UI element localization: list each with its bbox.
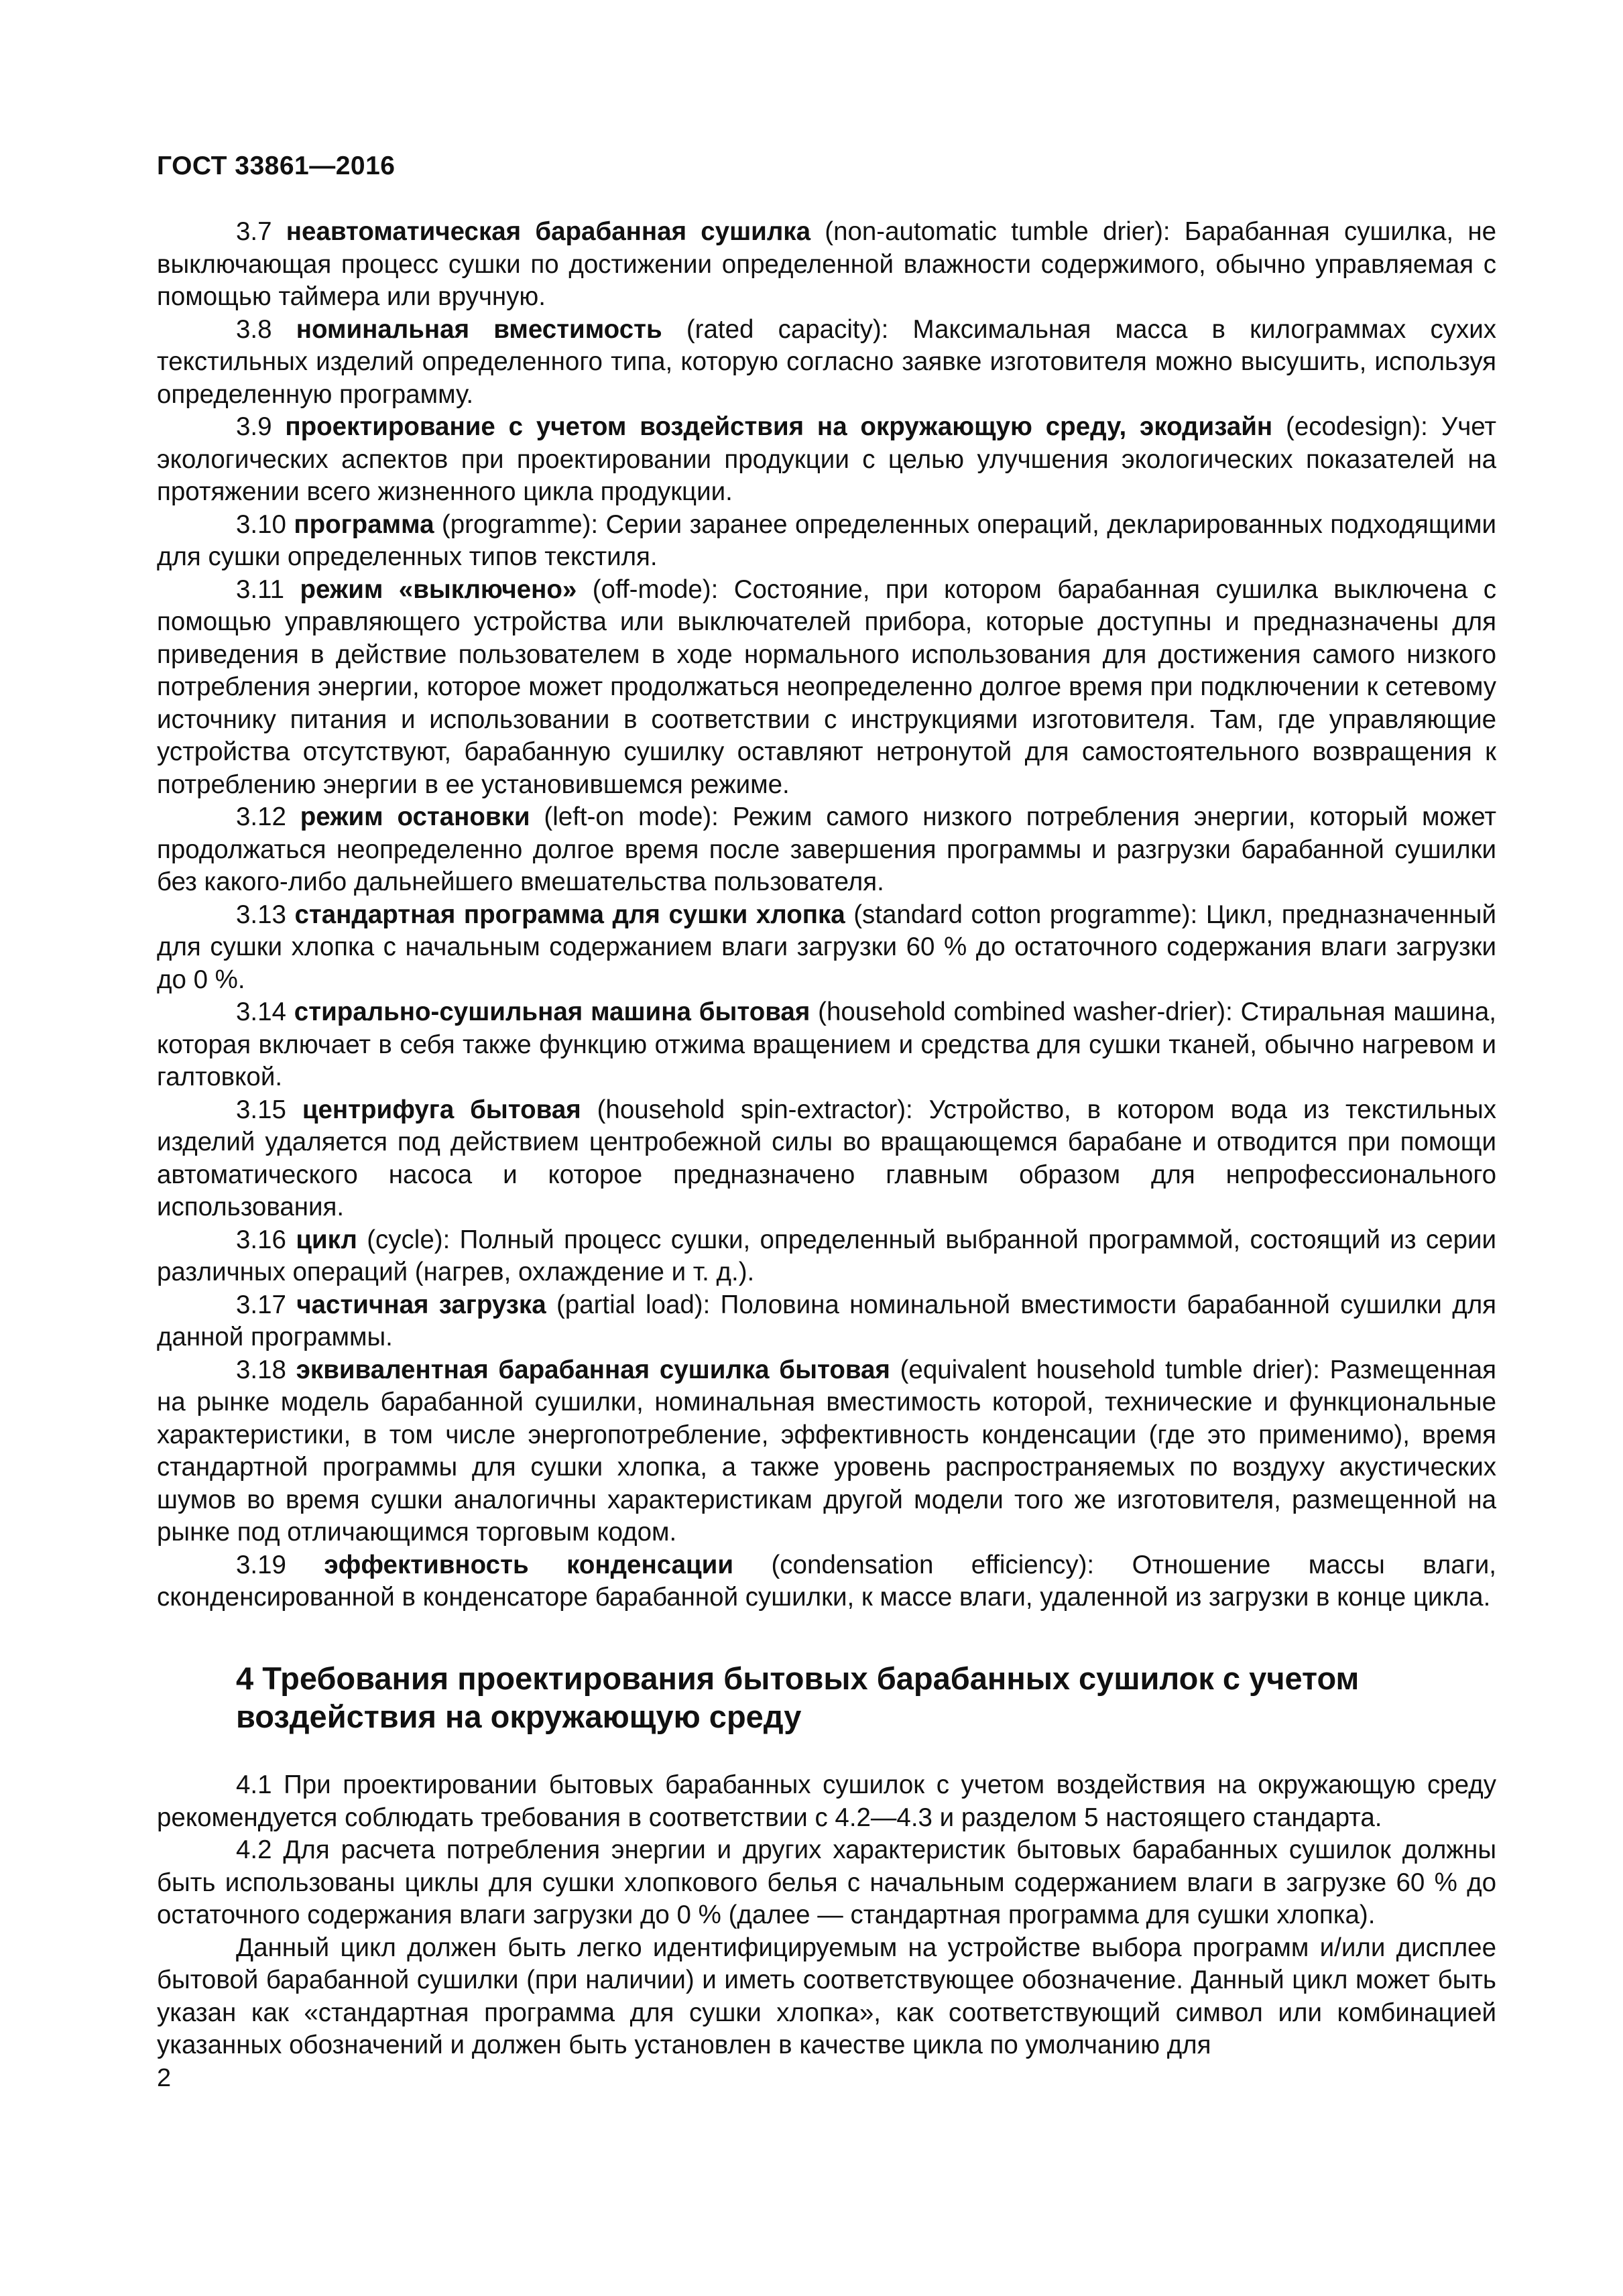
definition-3-12: 3.12 режим остановки (left-on mode): Режим самого низкого потребления энергии, который может продолжаться неопределенно долгое время после завершения программы и разгрузки барабанной сушилки без какого-либо дальнейшего вмешательства пользователя.	[157, 802, 1497, 896]
definition-3-13: 3.13 стандартная программа для сушки хлопка (standard cotton programme): Цикл, предназначенный для сушки хлопка с начальным содержанием влаги загрузки 60 % до остаточного содержания влаги загрузки до 0 %.	[157, 900, 1496, 994]
definitions-list	[157, 216, 1496, 1614]
definition-3-18: 3.18 эквивалентная барабанная сушилка бытовая (equivalent household tumble drier): Размещенная на рынке модель барабанной сушилки, номинальная вместимость которой, технические и функциональные характеристики, в том числе энергопотребление, эффективность конденсации (где это применимо), время стандартной программы для сушки хлопка, а также уровень распространяемых по воздуху акустических шумов во время сушки аналогичны характеристикам другой модели того же изготовителя, размещенной на рынке под отличающимся торговым кодом.	[157, 1355, 1497, 1547]
definition-3-17: 3.17 частичная загрузка (partial load): Половина номинальной вместимости барабанной сушилки для данной программы.	[157, 1290, 1497, 1351]
section-heading: 4 Требования проектирования бытовых барабанных сушилок с учетом воздействия на окружающую среду	[236, 1660, 1360, 1734]
definition-3-19: 3.19 эффективность конденсации (condensation efficiency): Отношение массы влаги, сконденсированной в конденсаторе барабанной сушилки, к массе влаги, удаленной из загрузки в конце цикла.	[157, 1550, 1496, 1612]
definition-3-14: 3.14 стирально-сушильная машина бытовая (household combined washer-drier): Стиральная машина, которая включает в себя также функцию отжима вращением и средства для сушки тканей, обычно нагревом и галтовкой.	[157, 998, 1496, 1091]
standard-designation: ГОСТ 33861—2016	[157, 152, 396, 180]
definition-3-11: 3.11 режим «выключено» (off-mode): Состояние, при котором барабанная сушилка выключена с помощью управляющего устройства или выключателей прибора, которые доступны и предназначены для приведения в действие пользователем в ходе нормального использования для достижения самого низкого потребления энергии, которое может продолжаться неопределенно долгое время при подключении к сетевому источнику питания и использовании в соответствии с инструкциями изготовителя. Там, где управляющие устройства отсутствуют, барабанную сушилку оставляют нетронутой для самостоятельного возвращения к потреблению энергии в ее установившемся режиме.	[157, 575, 1497, 799]
definition-3-10: 3.10 программа (programme): Серии заранее определенных операций, декларированных подходящими для сушки определенных типов текстиля.	[157, 509, 1496, 571]
section-4	[157, 1659, 1496, 2062]
definition-3-15: 3.15 центрифуга бытовая (household spin-extractor): Устройство, в котором вода из текстильных изделий удаляется под действием центробежной силы во вращающемся барабане и отводится при помощи автоматического насоса и которое предназначено главным образом для непрофессионального использования.	[157, 1095, 1496, 1221]
definition-3-7: 3.7 неавтоматическая барабанная сушилка (non-automatic tumble drier): Барабанная сушилка, не выключающая процесс сушки по достижении определенной влажности содержимого, обычно управляемая с помощью таймера или вручную.	[157, 217, 1497, 311]
definition-3-9: 3.9 проектирование с учетом воздействия на окружающую среду, экодизайн (ecodesign): Учет экологических аспектов при проектировании продукции с целью улучшения экологических показателей на протяжении всего жизненного цикла продукции.	[157, 412, 1497, 506]
paragraph-4-2: 4.2 Для расчета потребления энергии и других характеристик бытовых барабанных сушилок должны быть использованы циклы для сушки хлопкового белья с начальным содержанием влаги в загрузке 60 % до остаточного содержания влаги загрузки до 0 % (далее — стандартная программа для сушки хлопка).	[157, 1835, 1496, 1929]
page-number: 2	[157, 2064, 172, 2092]
definition-3-16: 3.16 цикл (cycle): Полный процесс сушки, определенный выбранной программой, состоящий из серии различных операций (нагрев, охлаждение и т. д.).	[157, 1225, 1497, 1286]
paragraph-4-1: 4.1 При проектировании бытовых барабанных сушилок с учетом воздействия на окружающую среду рекомендуется соблюдать требования в соответствии с 4.2—4.3 и разделом 5 настоящего стандарта.	[157, 1770, 1496, 1832]
definition-3-8: 3.8 номинальная вместимость (rated capacity): Максимальная масса в килограммах сухих текстильных изделий определенного типа, которую согласно заявке изготовителя можно высушить, используя определенную программу.	[157, 314, 1496, 409]
paragraph-4-2-cont: Данный цикл должен быть легко идентифицируемым на устройстве выбора программ и/или дисплее бытовой барабанной сушилки (при наличии) и иметь соответствующее обозначение. Данный цикл может быть указан как «стандартная программа для сушки хлопка», как соответствующий символ или комбинацией указанных обозначений и должен быть установлен в качестве цикла по умолчанию для	[157, 1933, 1496, 2059]
